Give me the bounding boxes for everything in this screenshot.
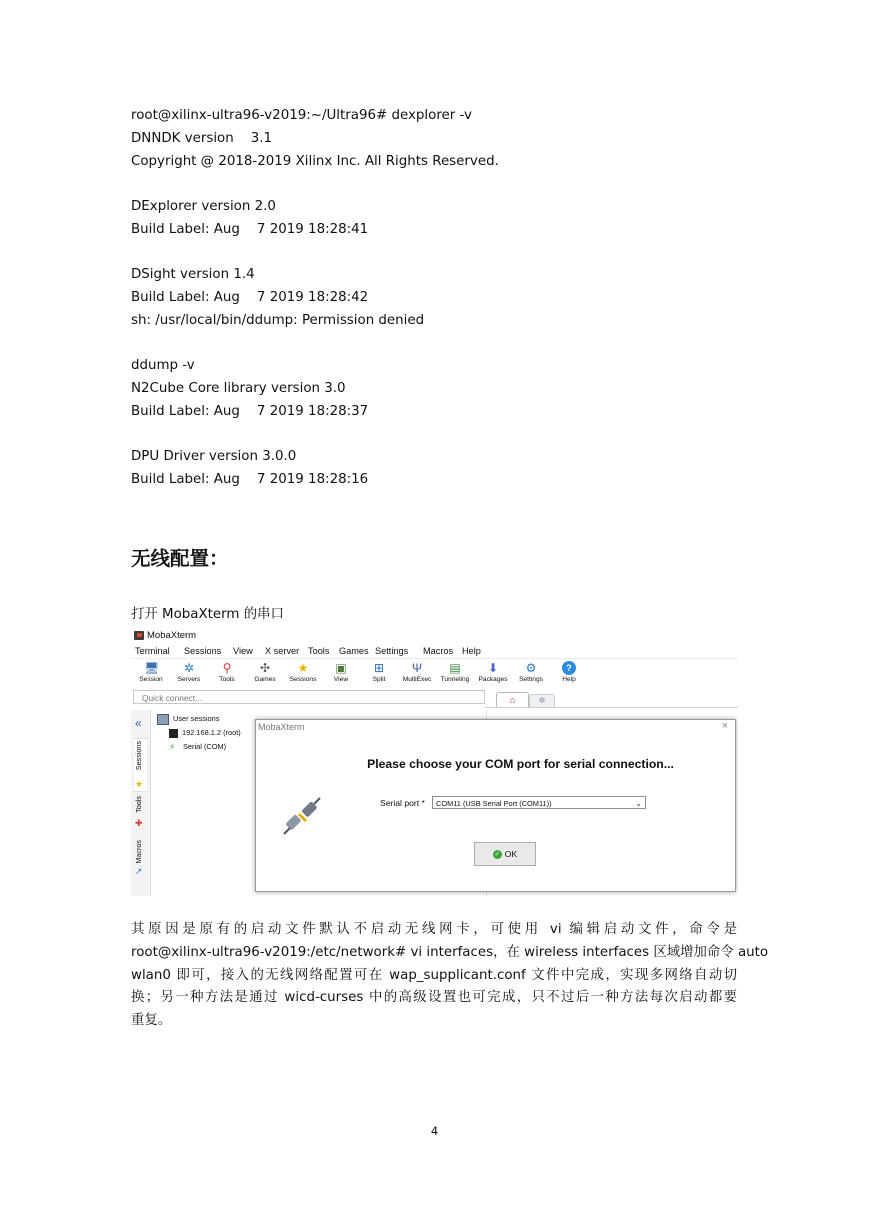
serial-port-value: COM11 (USB Serial Port (COM11)) [436, 799, 552, 808]
toolbar-label: Settings [519, 676, 543, 683]
toolbar-label: Help [562, 676, 576, 683]
macros-icon: ➚ [135, 866, 143, 876]
tab-divider [485, 707, 738, 708]
terminal-line: DPU Driver version 3.0.0 [131, 449, 297, 464]
tunneling-icon: ▤ [449, 661, 461, 675]
toolbar-session-button[interactable] [132, 660, 170, 683]
toolbar-split-button[interactable] [360, 660, 398, 683]
toolbar-label: Tunneling [440, 676, 470, 683]
serial-plug-icon [282, 796, 322, 836]
tree-user-sessions[interactable] [157, 713, 219, 725]
toolbar-tools-button[interactable] [208, 660, 246, 683]
toolbar-view-button[interactable] [322, 660, 360, 683]
tools-icon: ✚ [135, 818, 143, 828]
terminal-line: Build Label: Aug 7 2019 18:28:37 [131, 404, 369, 419]
terminal-line: root@xilinx-ultra96-v2019:~/Ultra96# dexplorer -v [131, 108, 472, 123]
toolbar-help-button[interactable] [550, 660, 588, 683]
terminal-line: Copyright @ 2018-2019 Xilinx Inc. All Rights Reserved. [131, 154, 499, 169]
tab-macros[interactable] [134, 838, 147, 878]
tab-tools-label: Tools [134, 796, 143, 813]
paragraph-line: root@xilinx-ultra96-v2019:/etc/network# vi interfaces，在 wireless interfaces 区域增加命令 auto [131, 944, 769, 960]
serial-port-select[interactable] [432, 796, 646, 809]
side-panel [131, 710, 151, 896]
menu-help[interactable]: Help [462, 646, 481, 656]
session-icon: 🖥 [144, 661, 160, 675]
menu-view[interactable]: View [233, 646, 253, 656]
dialog-heading: Please choose your COM port for serial connection... [367, 757, 674, 771]
page-number: 4 [430, 1124, 439, 1138]
toolbar-packages-button[interactable] [474, 660, 512, 683]
terminal-line: DNNDK version 3.1 [131, 131, 273, 146]
menu-macros[interactable]: Macros [423, 646, 454, 656]
toolbar-label: Sessions [289, 676, 317, 683]
games-icon: ✣ [259, 661, 271, 675]
toolbar-settings-button[interactable] [512, 660, 550, 683]
toolbar-games-button[interactable] [246, 660, 284, 683]
ok-button-label: OK [504, 849, 518, 859]
menu-settings[interactable]: Settings [375, 646, 409, 656]
menu-bar [131, 644, 738, 658]
com-port-dialog [255, 719, 736, 892]
star-icon: ★ [297, 661, 309, 675]
toolbar-multiexec-button[interactable] [398, 660, 436, 683]
tab-sessions[interactable] [134, 738, 147, 792]
section-heading: 无线配置： [131, 547, 229, 570]
toolbar-label: Split [372, 676, 386, 683]
menu-games[interactable]: Games [339, 646, 369, 656]
check-icon: ✓ [494, 851, 501, 859]
mobaxterm-screenshot [131, 628, 738, 896]
ssh-key-icon [169, 729, 178, 738]
paragraph-line: 其原因是原有的启动文件默认不启动无线网卡，可使用 vi 编辑启动文件，命令是 [131, 922, 737, 937]
new-tab[interactable] [529, 694, 555, 707]
toolbar-tunneling-button[interactable] [436, 660, 474, 683]
ok-button[interactable] [474, 842, 536, 866]
menu-xserver[interactable]: X server [265, 646, 300, 656]
terminal-line: Build Label: Aug 7 2019 18:28:41 [131, 222, 369, 237]
terminal-line: DSight version 1.4 [131, 267, 255, 282]
folder-icon [157, 714, 169, 725]
toolbar-label: MultiExec [402, 676, 432, 683]
view-icon: ▣ [335, 661, 347, 675]
menu-sessions[interactable]: Sessions [184, 646, 222, 656]
tree-item-ssh[interactable] [169, 727, 241, 738]
help-icon: ? [562, 661, 576, 675]
terminal-line: DExplorer version 2.0 [131, 199, 276, 214]
gear-icon: ⚙ [525, 661, 537, 675]
toolbar-label: View [333, 676, 349, 683]
terminal-line: N2Cube Core library version 3.0 [131, 381, 346, 396]
home-icon: ⌂ [509, 695, 516, 705]
packages-icon: ⬇ [487, 661, 499, 675]
home-tab[interactable] [496, 692, 529, 708]
new-tab-icon: ✲ [538, 696, 546, 705]
tab-sessions-label: Sessions [134, 741, 143, 771]
figure-caption: 打开 MobaXterm 的串口 [131, 607, 284, 622]
toolbar [131, 658, 738, 689]
tree-root-label: User sessions [173, 714, 220, 723]
quick-connect-input[interactable]: Quick connect... [133, 690, 485, 704]
tab-macros-label: Macros [134, 840, 143, 864]
toolbar-servers-button[interactable] [170, 660, 208, 683]
window-title: MobaXterm [147, 630, 197, 641]
toolbar-label: Packages [478, 676, 508, 683]
menu-tools[interactable]: Tools [308, 646, 330, 656]
toolbar-label: Session [139, 676, 163, 683]
close-icon[interactable]: × [721, 720, 728, 732]
toolbar-label: Tools [219, 676, 235, 683]
toolbar-sessions-button[interactable] [284, 660, 322, 683]
terminal-line: sh: /usr/local/bin/ddump: Permission denied [131, 313, 425, 328]
star-icon: ★ [135, 779, 144, 789]
paragraph-line: 重复。 [131, 1013, 172, 1029]
servers-icon: ✲ [183, 661, 195, 675]
dialog-title: MobaXterm [258, 722, 305, 732]
menu-terminal[interactable]: Terminal [135, 646, 170, 656]
tree-item-label: Serial (COM) [183, 742, 227, 751]
tools-icon: ⚲ [222, 661, 232, 675]
terminal-line: ddump -v [131, 358, 195, 373]
body-paragraph [131, 919, 769, 1033]
collapse-chevron-icon[interactable]: « [135, 716, 142, 730]
paragraph-line: 换；另一种方法是通过 wicd-curses 中的高级设置也可完成，只不过后一种方法每次启动都要 [131, 990, 737, 1006]
tree-item-serial[interactable] [169, 741, 226, 752]
serial-port-label: Serial port * [380, 798, 425, 808]
paragraph-line: wlan0 即可，接入的无线网络配置可在 wap_supplicant.conf 文件中完成，实现多网络自动切 [131, 967, 737, 983]
toolbar-label: Games [254, 676, 276, 683]
multiexec-icon: Ψ [411, 661, 423, 675]
tab-tools[interactable] [134, 794, 147, 834]
mobaxterm-logo-icon [134, 631, 144, 640]
toolbar-label: Servers [177, 676, 201, 683]
terminal-line: Build Label: Aug 7 2019 18:28:42 [131, 290, 369, 305]
tree-item-label: 192.168.1.2 (root) [182, 728, 241, 737]
window-titlebar [131, 628, 738, 644]
plug-icon: ⚡ [169, 741, 176, 752]
split-icon: ⊞ [373, 661, 385, 675]
terminal-line: Build Label: Aug 7 2019 18:28:16 [131, 472, 369, 487]
chevron-down-icon: ⌄ [635, 799, 642, 808]
